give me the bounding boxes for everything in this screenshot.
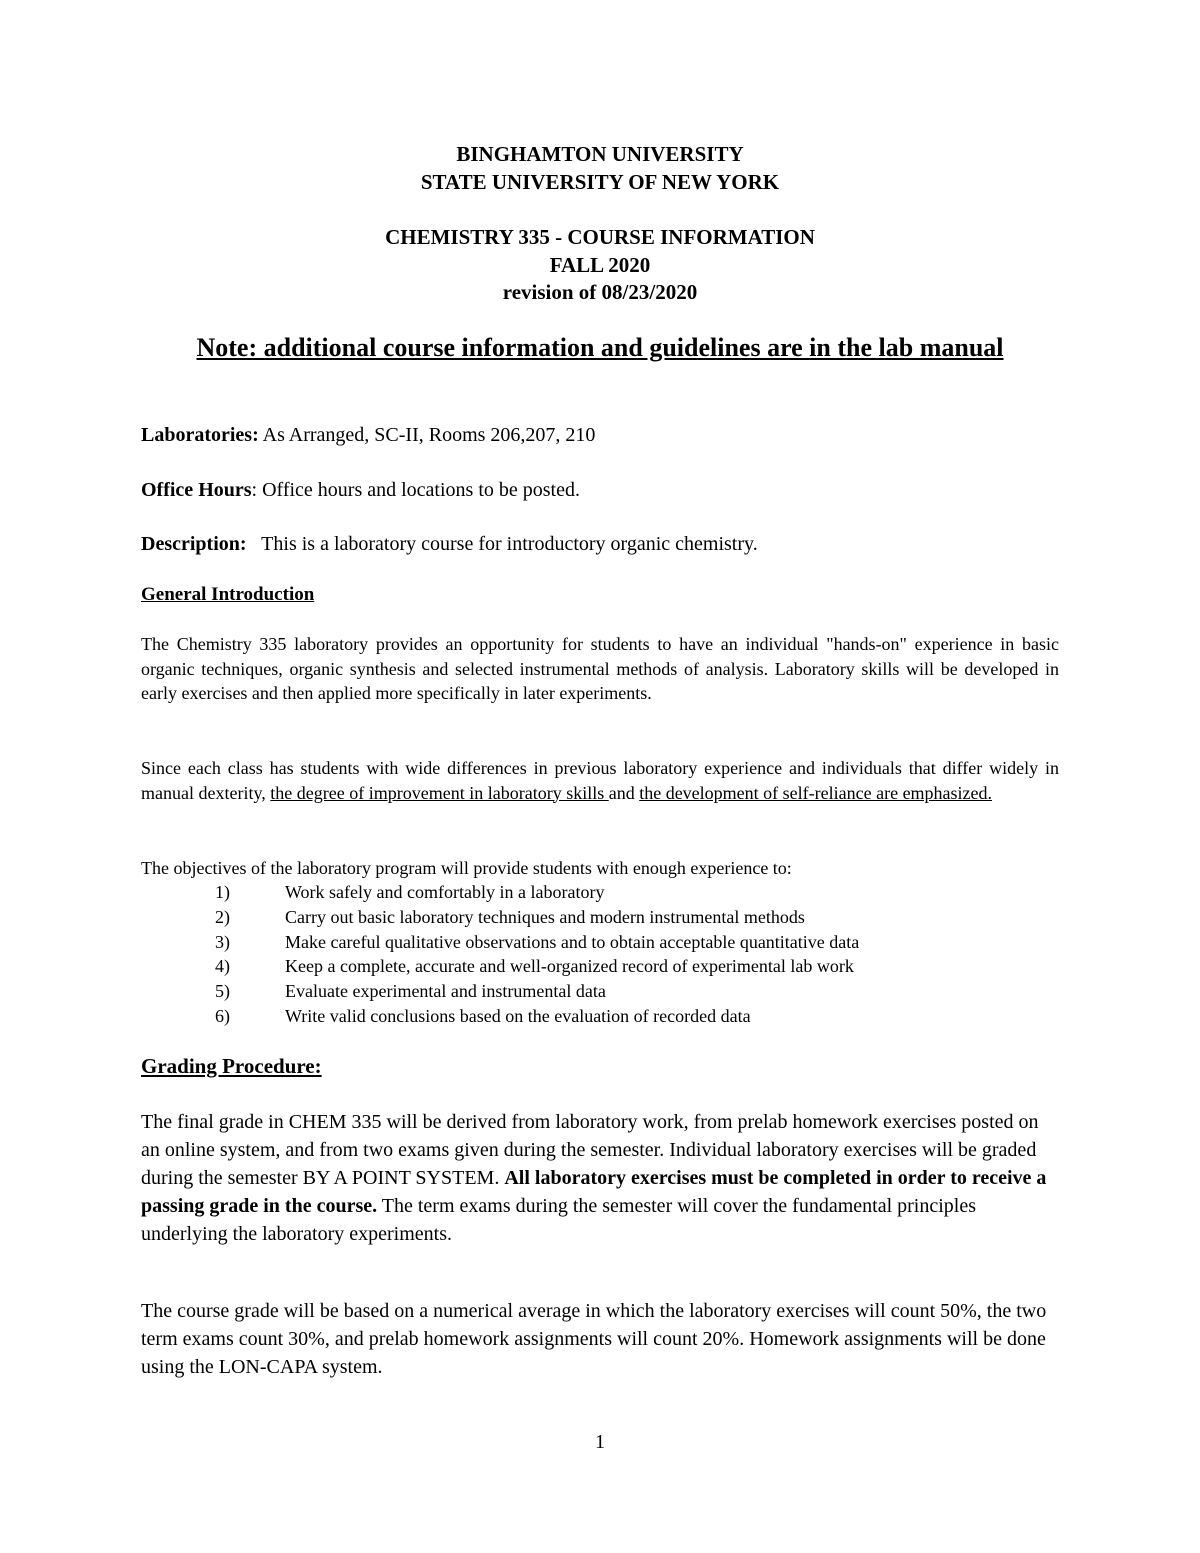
- list-item: [141, 905, 1059, 930]
- list-item: [141, 880, 1059, 905]
- laboratories-value: As Arranged, SC-II, Rooms 206,207, 210: [258, 424, 596, 446]
- description-field: [141, 531, 1061, 557]
- objective-text: Keep a complete, accurate and well-organized record of experimental lab work: [285, 956, 854, 977]
- laboratories-label: Laboratories:: [141, 424, 259, 446]
- objective-number: 1): [215, 882, 230, 902]
- office-hours-value: : Office hours and locations to be posted.: [251, 479, 580, 501]
- general-introduction-heading: General Introduction: [141, 584, 315, 605]
- laboratories-field: [141, 422, 1061, 448]
- grading-procedure-heading: Grading Procedure:: [141, 1054, 322, 1078]
- objective-number: 5): [215, 981, 230, 1002]
- objective-number: 3): [215, 931, 230, 952]
- page-number: 1: [595, 1431, 605, 1453]
- objective-text: Make careful qualitative observations and to obtain acceptable quantitative data: [285, 931, 860, 952]
- list-item: [141, 954, 1059, 979]
- grading-text-end: The term exams during the semester will cover the fundamental principles underlying the laboratory experiments.: [141, 1195, 977, 1245]
- objective-text: Write valid conclusions based on the evaluation of recorded data: [285, 1005, 751, 1026]
- office-hours-field: [141, 477, 1061, 503]
- general-introduction-paragraph: The Chemistry 335 laboratory provides an opportunity for students to have an individual "hands-on" experience in basic organic techniques, organic synthesis and selected instrumental methods of analysis. Laboratory skills will be developed in early exercises and then applied more specifically in later experiments.: [141, 634, 1059, 703]
- dexterity-text-start: Since each class has students with wide differences in previous laboratory experience and individuals that differ widely in manual dexterity,: [141, 758, 1059, 803]
- description-label: Description:: [141, 533, 247, 555]
- office-hours-label: Office Hours: [141, 479, 252, 501]
- description-value: This is a laboratory course for introductory organic chemistry.: [246, 533, 758, 555]
- objectives-list: [141, 880, 1059, 1029]
- grading-completion-requirement: All laboratory exercises must be completed in order to receive a passing grade in the course.: [141, 1167, 1047, 1217]
- dexterity-text-mid: and: [608, 782, 640, 803]
- university-system: STATE UNIVERSITY OF NEW YORK: [420, 170, 780, 194]
- objective-text: Carry out basic laboratory techniques and modern instrumental methods: [285, 906, 805, 927]
- objective-number: 2): [215, 906, 230, 927]
- objective-text: Work safely and comfortably in a laboratory: [285, 882, 605, 902]
- university-name: BINGHAMTON UNIVERSITY: [456, 142, 744, 166]
- course-term: FALL 2020: [549, 253, 651, 277]
- grading-paragraph: [141, 1108, 1061, 1248]
- grading-text-start: The final grade in CHEM 335 will be derived from laboratory work, from prelab homework exercises posted on an online system, and from two exams given during the semester. Individual laboratory exercises will be graded during the semester BY A POINT SYSTEM.: [141, 1111, 1039, 1189]
- objective-number: 6): [215, 1005, 230, 1026]
- list-item: [141, 979, 1059, 1004]
- dexterity-paragraph: [141, 756, 1059, 805]
- list-item: [141, 1004, 1059, 1029]
- grade-weights-paragraph: The course grade will be based on a numerical average in which the laboratory exercises will count 50%, the two term exams count 30%, and prelab homework assignments will count 20%. Homework assignments will be done using the LON-CAPA system.: [141, 1300, 1047, 1378]
- objective-number: 4): [215, 956, 230, 977]
- course-title: CHEMISTRY 335 - COURSE INFORMATION: [385, 225, 815, 249]
- revision-date: revision of 08/23/2020: [502, 280, 698, 304]
- objective-text: Evaluate experimental and instrumental data: [285, 981, 606, 1002]
- objectives-intro: The objectives of the laboratory program will provide students with enough experience to:: [141, 858, 792, 878]
- improvement-emphasis: the degree of improvement in laboratory skills: [270, 782, 609, 803]
- list-item: [141, 930, 1059, 955]
- self-reliance-emphasis: the development of self-reliance are emphasized.: [639, 782, 993, 803]
- lab-manual-note: Note: additional course information and guidelines are in the lab manual: [196, 333, 1004, 362]
